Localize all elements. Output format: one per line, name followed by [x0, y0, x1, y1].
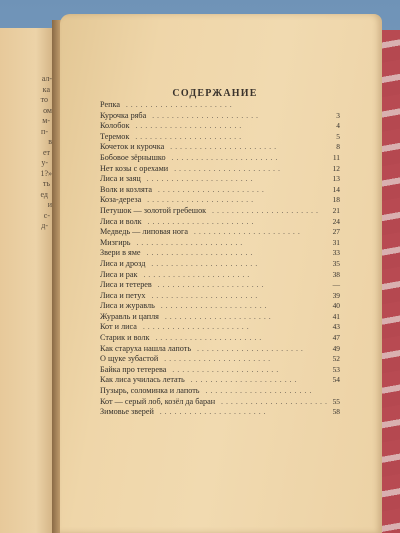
- toc-leader-dots: ......................: [159, 408, 269, 417]
- toc-entry-page: 52: [332, 354, 340, 364]
- toc-entry-title: Лиса и петух: [100, 290, 146, 300]
- toc-entry: [100, 174, 340, 185]
- left-page-text-fragment: ал-: [41, 74, 52, 83]
- toc-entry-title: Старик и волк: [100, 333, 150, 343]
- toc-entry-title: Коза-дереза: [100, 195, 142, 205]
- toc-entry: [100, 386, 340, 397]
- toc-leader-dots: ......................: [170, 143, 280, 152]
- toc-entry: [100, 365, 340, 376]
- toc-entry-page: 43: [332, 322, 340, 332]
- toc-leader-dots: ......................: [152, 111, 262, 120]
- toc-entry-title: Лиса и заяц: [100, 174, 141, 184]
- toc-entry-title: Волк и козлята: [100, 184, 153, 194]
- toc-leader-dots: ......................: [194, 228, 303, 237]
- toc-entry-page: 5: [336, 131, 340, 141]
- toc-entry: [100, 407, 340, 418]
- toc-entry-page: 4: [336, 121, 340, 131]
- toc-entry-title: Мизгирь: [100, 237, 131, 247]
- toc-entry-title: Как лиса училась летать: [100, 375, 185, 385]
- toc-entry-title: Медведь — липовая нога: [100, 227, 189, 237]
- toc-entry-title: Кочеток и курочка: [100, 142, 165, 152]
- left-page-text-fragment: ка: [42, 84, 50, 94]
- toc-entry-page: 31: [332, 237, 340, 247]
- toc-entry-title: Пузырь, соломинка и лапоть: [100, 386, 200, 396]
- toc-leader-dots: ......................: [174, 164, 284, 173]
- left-page-text-fragment: и: [47, 200, 52, 209]
- toc-entry: [100, 153, 340, 164]
- toc-entry: [100, 270, 340, 281]
- toc-leader-dots: ......................: [164, 312, 274, 321]
- left-page-text-fragment: д-: [41, 221, 48, 230]
- toc-leader-dots: ......................: [151, 259, 261, 268]
- toc-entry-page: 35: [332, 258, 340, 268]
- toc-entry: [100, 312, 340, 323]
- toc-entry: [100, 164, 340, 175]
- toc-entry-title: Звери в яме: [100, 248, 141, 258]
- toc-entry-title: Лиса и тетерев: [100, 280, 152, 290]
- toc-entry-page: 53: [332, 364, 340, 374]
- toc-entry-title: Бобовое зёрнышко: [100, 152, 166, 162]
- toc-leader-dots: ......................: [197, 344, 306, 353]
- toc-entry-title: Как старуха нашла лапоть: [100, 343, 192, 353]
- toc-entry-title: Кот и лиса: [100, 322, 137, 332]
- toc-entry-title: Нет козы с орехами: [100, 163, 169, 173]
- toc-entry-page: 21: [332, 205, 340, 215]
- toc-entry: [100, 111, 340, 122]
- toc-entry-page: 58: [332, 407, 340, 417]
- page-title: СОДЕРЖАНИЕ: [172, 88, 258, 99]
- toc-leader-dots: ......................: [136, 238, 246, 247]
- left-page-text-fragment: в: [48, 137, 52, 146]
- toc-leader-dots: ......................: [164, 355, 274, 364]
- toc-entry-page: 27: [332, 227, 340, 237]
- toc-entry: [100, 238, 340, 249]
- left-page-text-fragment: с-: [43, 210, 50, 220]
- toc-entry: [100, 132, 340, 143]
- toc-entry-page: 41: [332, 311, 340, 321]
- toc-entry-page: 3: [336, 110, 340, 120]
- left-page-text-fragment: 1?»: [40, 168, 52, 178]
- toc-leader-dots: ......................: [135, 132, 245, 141]
- toc-entry: [100, 375, 340, 386]
- toc-entry-title: Кот — серый лоб, козёл да баран: [100, 396, 216, 406]
- toc-entry: [100, 333, 340, 344]
- toc-entry-title: Теремок: [100, 131, 130, 141]
- toc-entry-page: 14: [332, 184, 340, 194]
- toc-leader-dots: ......................: [135, 122, 245, 131]
- toc-entry-title: Лиса и рак: [100, 269, 138, 279]
- toc-entry-title: Лиса и журавль: [100, 301, 155, 311]
- toc-leader-dots: ......................: [143, 270, 253, 279]
- left-page-text-fragment: п-: [41, 126, 48, 136]
- toc-leader-dots: ......................: [205, 387, 315, 396]
- toc-entry: [100, 217, 340, 228]
- toc-entry-title: Журавль и цапля: [100, 311, 159, 321]
- toc-entry-title: Зимовье зверей: [100, 407, 154, 417]
- toc-leader-dots: ......................: [125, 101, 235, 109]
- toc-entry: [100, 248, 340, 259]
- toc-entry: [100, 206, 340, 217]
- toc-leader-dots: ......................: [147, 196, 257, 205]
- toc-entry-title: Петушок — золотой гребешок: [100, 205, 207, 215]
- toc-leader-dots: ......................: [151, 291, 261, 300]
- toc-entry-page: 8: [336, 142, 340, 152]
- toc-entry: [100, 397, 340, 408]
- toc-entry-page: 13: [332, 174, 340, 184]
- toc-leader-dots: ......................: [190, 376, 300, 385]
- toc-entry-title: Репка: [100, 100, 120, 109]
- toc-entry: [100, 301, 340, 312]
- toc-leader-dots: ......................: [158, 185, 267, 194]
- toc-entry-page: 18: [332, 195, 340, 205]
- toc-entry: [100, 322, 340, 333]
- toc-entry-page: 40: [332, 301, 340, 311]
- left-page-text-fragment: ом: [43, 105, 52, 115]
- toc-entry: [100, 259, 340, 270]
- toc-leader-dots: ......................: [147, 217, 257, 226]
- toc-leader-dots: ......................: [155, 334, 265, 343]
- toc-entry: [100, 121, 340, 132]
- toc-entry-title: Байка про тетерева: [100, 364, 167, 374]
- toc-entry-page: 12: [332, 163, 340, 173]
- toc-entry-page: —: [332, 280, 340, 290]
- left-page: [0, 28, 60, 533]
- toc-leader-dots: ......................: [142, 323, 252, 332]
- toc-entry-page: 38: [332, 269, 340, 279]
- toc-entry: [100, 291, 340, 302]
- toc-entry: [100, 142, 340, 153]
- left-page-text-fragment: ть: [42, 179, 50, 188]
- toc-entry-page: 47: [332, 333, 340, 343]
- toc-entry: [100, 344, 340, 355]
- toc-entry: [100, 227, 340, 238]
- toc-entry-title: Колобок: [100, 121, 130, 131]
- toc-entry-page: 55: [332, 396, 340, 406]
- toc-leader-dots: ......................: [171, 153, 281, 162]
- toc-leader-dots: ......................: [146, 175, 256, 184]
- toc-entry: [100, 185, 340, 196]
- toc-entry-page: 54: [332, 375, 340, 385]
- toc-entry-page: 33: [332, 248, 340, 258]
- toc-leader-dots: ......................: [221, 397, 331, 406]
- toc-entry-title: Лиса и дрозд: [100, 258, 146, 268]
- toc-entry-page: 49: [332, 343, 340, 353]
- table-of-contents: [100, 100, 340, 418]
- toc-entry: [100, 195, 340, 206]
- toc-entry-title: Курочка ряба: [100, 110, 147, 120]
- toc-entry-page: 24: [332, 216, 340, 226]
- left-page-text-fragment: ед: [40, 189, 48, 199]
- left-page-text-fragment: м-: [42, 116, 50, 125]
- left-page-text-fragment: у-: [41, 158, 48, 167]
- toc-entry: [100, 280, 340, 291]
- left-page-text-fragment: то: [40, 95, 48, 104]
- toc-leader-dots: ......................: [146, 249, 256, 258]
- toc-leader-dots: ......................: [157, 281, 267, 290]
- toc-leader-dots: ......................: [160, 302, 270, 311]
- toc-entry-title: О щуке зубастой: [100, 354, 159, 364]
- toc-entry-title: Лиса и волк: [100, 216, 142, 226]
- toc-entry-page: 11: [332, 152, 340, 162]
- toc-entry: [100, 100, 340, 111]
- toc-leader-dots: ......................: [172, 365, 282, 374]
- toc-leader-dots: ......................: [212, 206, 322, 215]
- left-page-text-fragment: ет: [42, 147, 50, 157]
- toc-entry-page: 39: [332, 290, 340, 300]
- toc-entry: [100, 354, 340, 365]
